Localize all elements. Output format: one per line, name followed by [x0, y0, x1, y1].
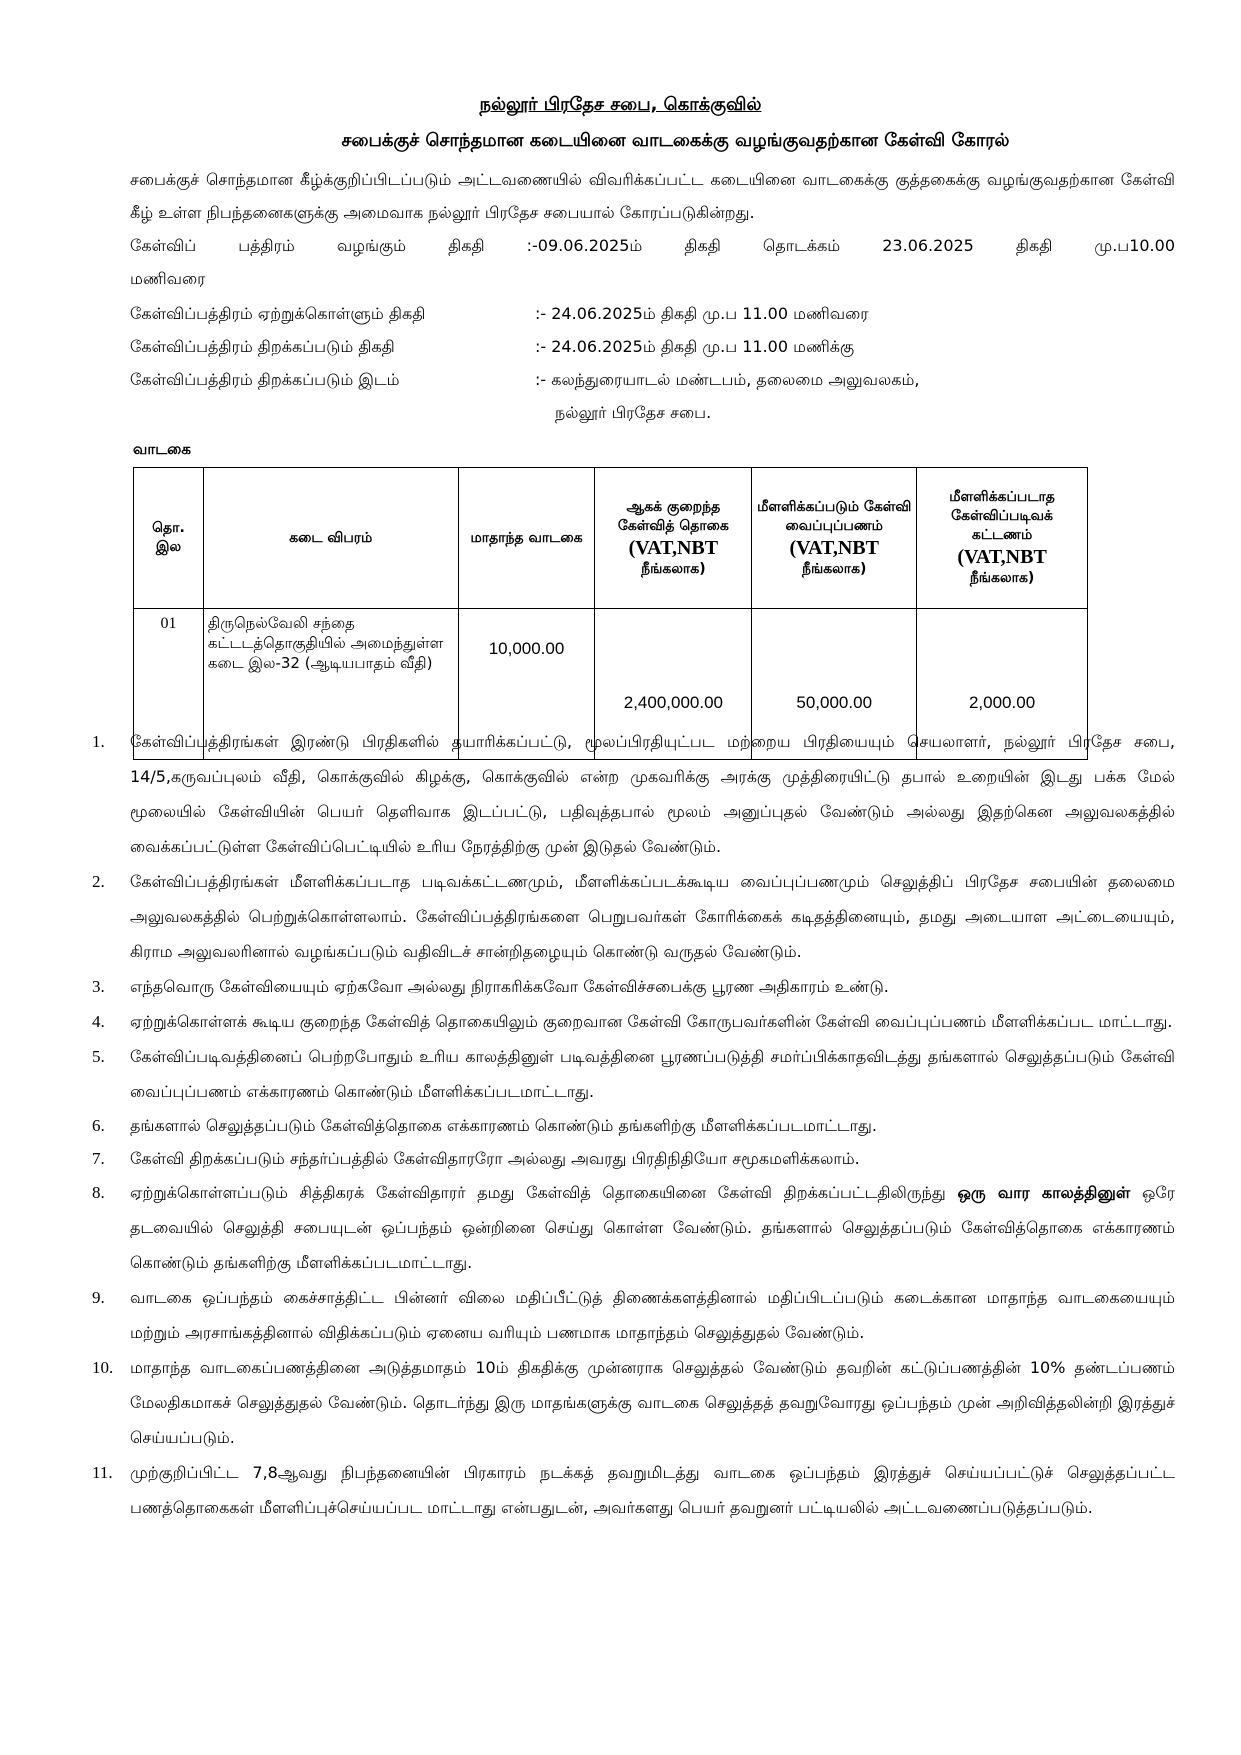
list-item	[92, 864, 1175, 969]
table-header-row	[134, 468, 1088, 609]
cell-monthly: 10,000.00	[458, 609, 595, 760]
header-deposit-text: மீளளிக்கப்படும் கேள்வி வைப்புப்பணம்	[757, 498, 912, 534]
list-number: 6.	[92, 1116, 105, 1135]
list-item	[92, 1175, 1175, 1280]
cell-fee: 2,000.00	[917, 609, 1088, 760]
intro-section	[130, 163, 1175, 295]
cell-deposit: 50,000.00	[752, 609, 917, 760]
list-item	[92, 1280, 1175, 1350]
rent-table	[133, 467, 1088, 760]
page-subtitle: சபைக்குச் சொந்தமான கடையினை வாடகைக்கு வழங்குவதற்கான கேள்வி கோரல்	[341, 130, 1010, 151]
list-number: 7.	[92, 1149, 105, 1168]
list-text-bold: ஒரு வார காலத்தினுள்	[957, 1183, 1131, 1202]
info-row-open-date	[130, 330, 919, 363]
cell-no: 01	[134, 609, 204, 760]
table-caption: வாடகை	[133, 440, 191, 458]
info-value: :- 24.06.2025ம் திகதி மு.ப 11.00 மணிக்கு	[535, 337, 855, 356]
header-min-bid-vat: (VAT,NBT	[628, 536, 719, 559]
header-fee-vat: (VAT,NBT	[957, 546, 1047, 568]
issue-date-line-cont: மணிவரை	[130, 269, 206, 288]
list-number: 3.	[92, 977, 105, 996]
list-text: வாடகை ஒப்பந்தம் கைச்சாத்திட்ட பின்னர் விலை மதிப்பீட்டுத் திணைக்களத்தினால் மதிப்பிடப்படும் கடைக்கான மாதாந்த வாடகையையும் மற்றும் அரசாங்கத்தினால் விதிக்கப்படும் ஏனைய வரியும் பணமாக மாதாந்தம் செலுத்துதல் வேண்டும்.	[130, 1288, 1175, 1342]
info-row-accept	[130, 297, 919, 330]
info-row-open-place	[130, 363, 919, 396]
list-text: ஏற்றுக்கொள்ளக் கூடிய குறைந்த கேள்வித் தொகையிலும் குறைவான கேள்வி கோருபவர்களின் கேள்வி வைப்புப்பணம் மீளளிக்கப்பட மாட்டாது.	[130, 1012, 1173, 1031]
intro-paragraph: சபைக்குச் சொந்தமான கீழ்க்குறிப்பிடப்படும் அட்டவணையில் விவரிக்கப்பட்ட கடையினை வாடகைக்கு குத்தகைக்கு வழங்குவதற்கான கேள்வி கீழ் உள்ள நிபந்தனைகளுக்கு அமைவாக நல்லூர் பிரதேச சபையால் கோரப்படுகின்றது.	[130, 170, 1175, 222]
header-monthly: மாதாந்த வாடகை	[458, 468, 595, 609]
list-number: 11.	[92, 1463, 113, 1482]
list-text: ஒரே தடவையில் செலுத்தி சபையுடன் ஒப்பந்தம் ஒன்றினை செய்து கொள்ள வேண்டும். தங்களால் செலுத்தப்படும் கேள்வித்தொகை எக்காரணம் கொண்டும் தங்களிற்கு மீளளிக்கப்படமாட்டாது.	[130, 1183, 1176, 1272]
header-min-bid-text: ஆகக் குறைந்த கேள்வித் தொகை	[617, 498, 729, 534]
info-label: கேள்விப்பத்திரம் ஏற்றுக்கொள்ளும் திகதி	[130, 304, 426, 323]
header-min-bid	[595, 468, 752, 609]
list-text: எந்தவொரு கேள்வியையும் ஏற்கவோ அல்லது நிராகரிக்கவோ கேள்விச்சபைக்கு பூரண அதிகாரம் உண்டு.	[130, 977, 889, 996]
header-deposit	[752, 468, 917, 609]
info-value-continuation: நல்லூர் பிரதேச சபை.	[555, 403, 712, 422]
list-item	[92, 1109, 1175, 1142]
header-deposit-vat: (VAT,NBT	[789, 536, 879, 559]
list-text: கேள்விப்பத்திரங்கள் இரண்டு பிரதிகளில் தயாரிக்கப்பட்டு, மூலப்பிரதியுட்பட மற்றைய பிரதியையும் செயலாளர், நல்லூர் பிரதேச சபை, 14/5,கருவப்புலம் வீதி, கொக்குவில் கிழக்கு, கொக்குவில் என்ற முகவரிக்கு அரக்கு முத்திரையிட்டு தபால் உறையின் இடது பக்க மேல் மூலையில் கேள்வியின் பெயர் தெளிவாக இடப்பட்டு, பதிவுத்தபால் மூலம் அனுப்புதல் வேண்டும் அல்லது இதற்கென அலுவலகத்தில் வைக்கப்பட்டுள்ள கேள்விப்பெட்டியில் உரிய நேரத்திற்கு முன் இடுதல் வேண்டும்.	[130, 732, 1176, 856]
list-number: 8.	[92, 1183, 105, 1202]
list-item	[92, 1039, 1175, 1109]
list-text: முற்குறிப்பிட்ட 7,8ஆவது நிபந்தனையின் பிரகாரம் நடக்கத் தவறுமிடத்து வாடகை ஒப்பந்தம் இரத்துச் செய்யப்பட்டுச் செலுத்தப்பட்ட பணத்தொகைகள் மீளளிப்புச்செய்யப்பட மாட்டாது என்பதுடன், அவர்களது பெயர் தவறுனர் பட்டியலில் அட்டவணைப்படுத்தப்படும்.	[130, 1463, 1175, 1517]
list-item	[92, 1004, 1175, 1039]
info-label: கேள்விப்பத்திரம் திறக்கப்படும் திகதி	[130, 337, 395, 356]
list-number: 1.	[92, 732, 105, 751]
list-number: 4.	[92, 1012, 105, 1031]
list-item	[92, 724, 1175, 864]
list-number: 2.	[92, 872, 105, 891]
list-item	[92, 1455, 1175, 1525]
list-number: 10.	[92, 1358, 114, 1377]
list-item	[92, 1142, 1175, 1175]
list-text: கேள்விப்பத்திரங்கள் மீளளிக்கப்படாத படிவக்கட்டணமும், மீளளிக்கப்படக்கூடிய வைப்புப்பணமும் செலுத்திப் பிரதேச சபையின் தலைமை அலுவலகத்தில் பெற்றுக்கொள்ளலாம். கேள்விப்பத்திரங்களை பெறுபவர்கள் கோரிக்கைக் கடிதத்தினையும், தமது அடையாள அட்டையையும், கிராம அலுவலரினால் வழங்கப்படும் வதிவிடச் சான்றிதழையும் கொண்டு வருதல் வேண்டும்.	[130, 872, 1175, 961]
list-number: 9.	[92, 1288, 105, 1307]
header-fee	[917, 468, 1088, 609]
header-min-bid-excl: நீங்கலாக)	[641, 560, 706, 577]
conditions-list	[92, 724, 1175, 1525]
list-text: கேள்விப்படிவத்தினைப் பெற்றபோதும் உரிய காலத்தினுள் படிவத்தினை பூரணப்படுத்தி சமர்ப்பிக்காதவிடத்து தங்களால் செலுத்தப்படும் கேள்வி வைப்புப்பணம் எக்காரணம் கொண்டும் மீளளிக்கப்படமாட்டாது.	[130, 1047, 1175, 1101]
list-item	[92, 1350, 1175, 1455]
issue-date-line: கேள்விப் பத்திரம் வழங்கும் திகதி :-09.06.2025ம் திகதி தொடக்கம் 23.06.2025 திகதி மு.ப10.00	[130, 236, 1175, 255]
tender-info	[130, 297, 919, 429]
list-text: ஏற்றுக்கொள்ளப்படும் சித்திகரக் கேள்விதாரர் தமது கேள்வித் தொகையினை கேள்வி திறக்கப்பட்டதிலிருந்து	[130, 1183, 958, 1202]
cell-shop: திருநெல்வேலி சந்தை கட்டடத்தொகுதியில் அமைந்துள்ள கடை இல-32 (ஆடியபாதம் வீதி)	[203, 609, 458, 760]
header-shop: கடை விபரம்	[203, 468, 458, 609]
header-deposit-excl: நீங்கலாக)	[801, 560, 867, 577]
cell-min-bid: 2,400,000.00	[595, 609, 752, 760]
list-text: கேள்வி திறக்கப்படும் சந்தர்ப்பத்தில் கேள்விதாரரோ அல்லது அவரது பிரதிநிதியோ சமூகமளிக்கலாம்.	[130, 1149, 860, 1168]
list-item	[92, 969, 1175, 1004]
page-title: நல்லூர் பிரதேச சபை, கொக்குவில்	[479, 94, 762, 115]
info-value: :- 24.06.2025ம் திகதி மு.ப 11.00 மணிவரை	[535, 304, 869, 323]
header-fee-text: மீளளிக்கப்படாத கேள்விப்படிவக் கட்டணம்	[949, 489, 1055, 543]
list-text: மாதாந்த வாடகைப்பணத்தினை அடுத்தமாதம் 10ம் திகதிக்கு முன்னராக செலுத்தல் வேண்டும் தவறின் கட்டுப்பணத்தின் 10% தண்டப்பணம் மேலதிகமாகச் செலுத்துதல் வேண்டும். தொடர்ந்து இரு மாதங்களுக்கு வாடகை செலுத்தத் தவறுவோரது ஒப்பந்தம் முன் அறிவித்தலின்றி இரத்துச் செய்யப்படும்.	[130, 1358, 1175, 1447]
list-number: 5.	[92, 1047, 105, 1066]
info-value: :- கலந்துரையாடல் மண்டபம், தலைமை அலுவலகம்,	[535, 370, 920, 389]
header-no: தொ. இல	[134, 468, 204, 609]
list-text: தங்களால் செலுத்தப்படும் கேள்வித்தொகை எக்காரணம் கொண்டும் தங்களிற்கு மீளளிக்கப்படமாட்டாது.	[130, 1116, 877, 1135]
header-fee-excl: நீங்கலாக)	[969, 570, 1035, 586]
info-label: கேள்விப்பத்திரம் திறக்கப்படும் இடம்	[130, 370, 400, 389]
